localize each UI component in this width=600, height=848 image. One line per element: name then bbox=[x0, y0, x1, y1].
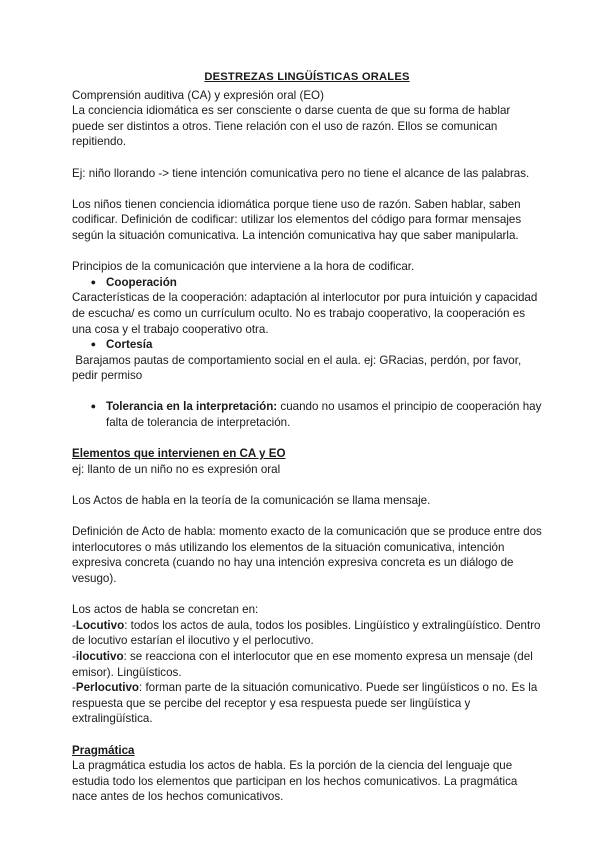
item-perlocutivo-text: : forman parte de la situación comunicativo. Puede ser lingüísticos o no. Es la respuesta que se percibe del receptor y esa respuesta puede ser lingüística y extralingüística. bbox=[72, 681, 538, 726]
intro-line: Comprensión auditiva (CA) y expresión oral (EO) bbox=[72, 88, 324, 102]
paragraph-ejemplo-nino: Ej: niño llorando -> tiene intención comunicativa pero no tiene el alcance de las palabras. bbox=[72, 166, 530, 180]
paragraph-ninos: Los niños tienen conciencia idiomática porque tiene uso de razón. Saben hablar, saben codificar. Definición de codificar: utilizar los elementos del código para formar mensajes según la situación comunicativa. La intención comunicativa hay que saber manipularla. bbox=[72, 197, 522, 242]
paragraph-conciencia: La conciencia idiomática es ser consciente o darse cuenta de que su forma de hablar puede ser distintos a otros. Tiene relación con el uso de razón. Ellos se comunican repitiendo. bbox=[72, 104, 511, 149]
item-perlocutivo-label: Perlocutivo bbox=[75, 681, 140, 695]
heading-elementos: Elementos que intervienen en CA y EO bbox=[72, 447, 286, 461]
item-locutivo bbox=[72, 618, 542, 649]
item-ilocutivo-label: ilocutivo bbox=[75, 649, 124, 663]
item-locutivo-text: : todos los actos de aula, todos los posibles. Lingüístico y extralingüístico. Dentro de locutivo estarían el ilocutivo y el perlocutivo. bbox=[72, 618, 541, 648]
item-locutivo-prefix: - bbox=[72, 618, 76, 632]
document-page bbox=[72, 70, 542, 805]
paragraph-concretan: Los actos de habla se concretan en: bbox=[72, 603, 259, 617]
heading-pragmatica: Pragmática bbox=[72, 743, 135, 757]
document-title: DESTREZAS LINGÜÍSTICAS ORALES bbox=[204, 71, 410, 83]
paragraph-ejemplo-llanto: ej: llanto de un niño no es expresión oral bbox=[72, 462, 281, 476]
item-locutivo-label: Locutivo bbox=[75, 618, 125, 632]
bullet-dot: ● bbox=[90, 339, 96, 350]
paragraph-principios: Principios de la comunicación que interviene a la hora de codificar. bbox=[72, 260, 415, 274]
item-ilocutivo-prefix: - bbox=[72, 649, 76, 663]
paragraph-pragmatica: La pragmática estudia los actos de habla. Es la porción de la ciencia del lenguaje que estudia todo los elementos que participan en los hechos comunicativos. La pragmática nace antes de los hechos comunicativos. bbox=[72, 759, 518, 804]
bullet-cooperacion bbox=[72, 275, 542, 291]
paragraph-actos: Los Actos de habla en la teoría de la comunicación se llama mensaje. bbox=[72, 494, 431, 508]
bullet-cortesia-label: Cortesía bbox=[106, 338, 153, 352]
item-perlocutivo-prefix: - bbox=[72, 681, 76, 695]
bullet-cooperacion-label: Cooperación bbox=[106, 275, 177, 289]
paragraph-barajamos: Barajamos pautas de comportamiento social en el aula. ej: GRacias, perdón, por favor, pedir permiso bbox=[72, 353, 525, 383]
bullet-tolerancia-label: Tolerancia en la interpretación: bbox=[106, 400, 278, 414]
paragraph-definicion: Definición de Acto de habla: momento exacto de la comunicación que se produce entre dos interlocutores o más utilizando los elementos de la situación comunicativa, intención expresiva concreta (cuando no hay una intención expresiva concreta es un diálogo de vesugo). bbox=[72, 525, 542, 585]
bullet-dot: ● bbox=[90, 276, 96, 287]
item-ilocutivo-text: : se reacciona con el interlocutor que en ese momento expresa un mensaje (del emisor). Lingüísticos. bbox=[72, 649, 533, 679]
bullet-dot: ● bbox=[90, 401, 96, 412]
item-perlocutivo bbox=[72, 680, 542, 727]
bullet-tolerancia-text bbox=[106, 399, 542, 430]
item-ilocutivo bbox=[72, 649, 542, 680]
paragraph-caracteristicas: Características de la cooperación: adaptación al interlocutor por pura intuición y capacidad de escucha/ es como un currículum oculto. No es trabajo cooperativo, la cooperación es una cosa y el trabajo cooperativo otra. bbox=[72, 291, 538, 336]
bullet-tolerancia-description: cuando no usamos el principio de cooperación hay falta de tolerancia de interpretación. bbox=[106, 400, 542, 430]
bullet-cortesia bbox=[72, 337, 542, 353]
bullet-tolerancia bbox=[72, 399, 542, 430]
